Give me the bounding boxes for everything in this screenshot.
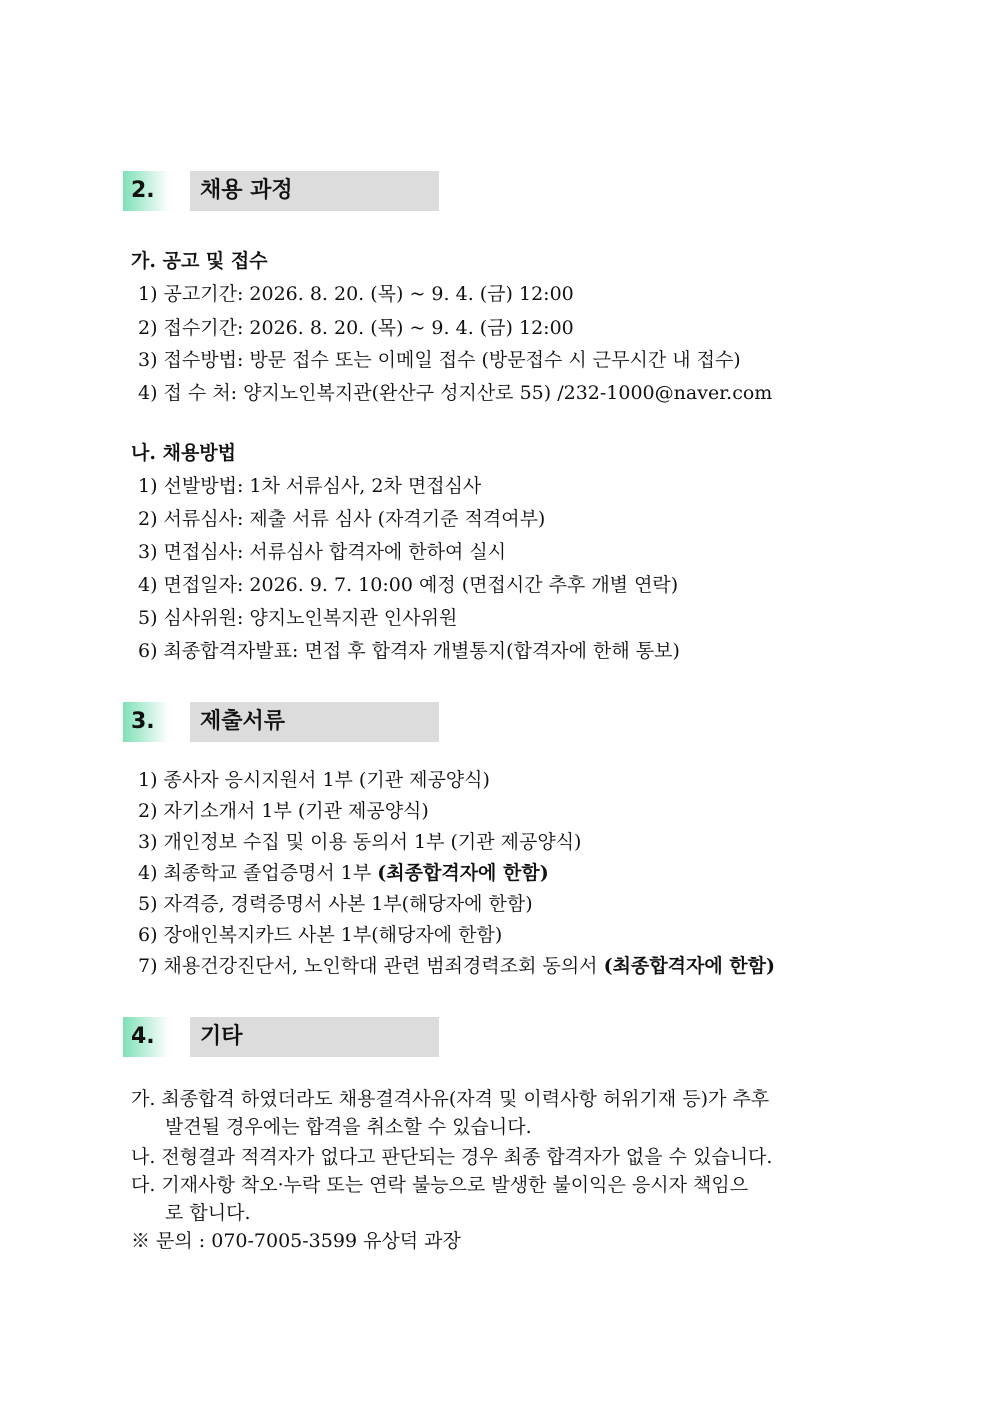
list-item: 3) 접수방법: 방문 접수 또는 이메일 접수 (방문접수 시 근무시간 내 접수): [138, 349, 741, 371]
list-item: 3) 면접심사: 서류심사 합격자에 한하여 실시: [138, 541, 507, 563]
list-item: 6) 최종합격자발표: 면접 후 합격자 개별통지(합격자에 한해 통보): [138, 640, 680, 662]
list-item: 1) 공고기간: 2026. 8. 20. (목) ~ 9. 4. (금) 12:00: [138, 283, 574, 305]
section-header-3: [123, 702, 439, 742]
section-header-2: [123, 171, 439, 211]
list-item-email: 4) 접 수 처: 양지노인복지관(완산구 성지산로 55) /232-1000@naver.com: [138, 382, 773, 404]
list-item: 5) 자격증, 경력증명서 사본 1부(해당자에 한함): [138, 893, 533, 915]
section-title: 채용 과정: [190, 171, 439, 211]
contact-info: ※ 문의 : 070-7005-3599 유상덕 과장: [131, 1230, 461, 1252]
section-title: 제출서류: [190, 702, 439, 742]
section-number: 3.: [123, 702, 169, 742]
list-item: 2) 접수기간: 2026. 8. 20. (목) ~ 9. 4. (금) 12:00: [138, 317, 574, 339]
list-item: 2) 자기소개서 1부 (기관 제공양식): [138, 800, 429, 822]
list-item: 1) 선발방법: 1차 서류심사, 2차 면접심사: [138, 475, 482, 497]
section-number: 2.: [123, 171, 169, 211]
section-header-4: [123, 1017, 439, 1057]
subheading-announcement: 가. 공고 및 접수: [131, 250, 268, 272]
note-line: 다. 기재사항 착오·누락 또는 연락 불능으로 발생한 불이익은 응시자 책임으: [131, 1174, 749, 1196]
note-line-continued: 로 합니다.: [165, 1202, 251, 1224]
list-item: 5) 심사위원: 양지노인복지관 인사위원: [138, 607, 458, 629]
list-item: 1) 종사자 응시지원서 1부 (기관 제공양식): [138, 769, 490, 791]
list-item: 4) 최종학교 졸업증명서 1부 (최종합격자에 한함): [138, 862, 549, 884]
list-item: 6) 장애인복지카드 사본 1부(해당자에 한함): [138, 924, 503, 946]
list-item: 3) 개인정보 수집 및 이용 동의서 1부 (기관 제공양식): [138, 831, 582, 853]
list-item: 4) 면접일자: 2026. 9. 7. 10:00 예정 (면접시간 추후 개별 연락): [138, 574, 679, 596]
section-number: 4.: [123, 1017, 169, 1057]
note-line: 나. 전형결과 적격자가 없다고 판단되는 경우 최종 합격자가 없을 수 있습니다.: [131, 1146, 773, 1168]
note-line: 가. 최종합격 하였더라도 채용결격사유(자격 및 이력사항 허위기재 등)가 추후: [131, 1088, 770, 1110]
list-item: 2) 서류심사: 제출 서류 심사 (자격기준 적격여부): [138, 508, 546, 530]
list-item: 7) 채용건강진단서, 노인학대 관련 범죄경력조회 동의서 (최종합격자에 한함): [138, 955, 776, 977]
subheading-method: 나. 채용방법: [131, 442, 236, 464]
note-line-continued: 발견될 경우에는 합격을 취소할 수 있습니다.: [165, 1116, 532, 1138]
section-title: 기타: [190, 1017, 439, 1057]
